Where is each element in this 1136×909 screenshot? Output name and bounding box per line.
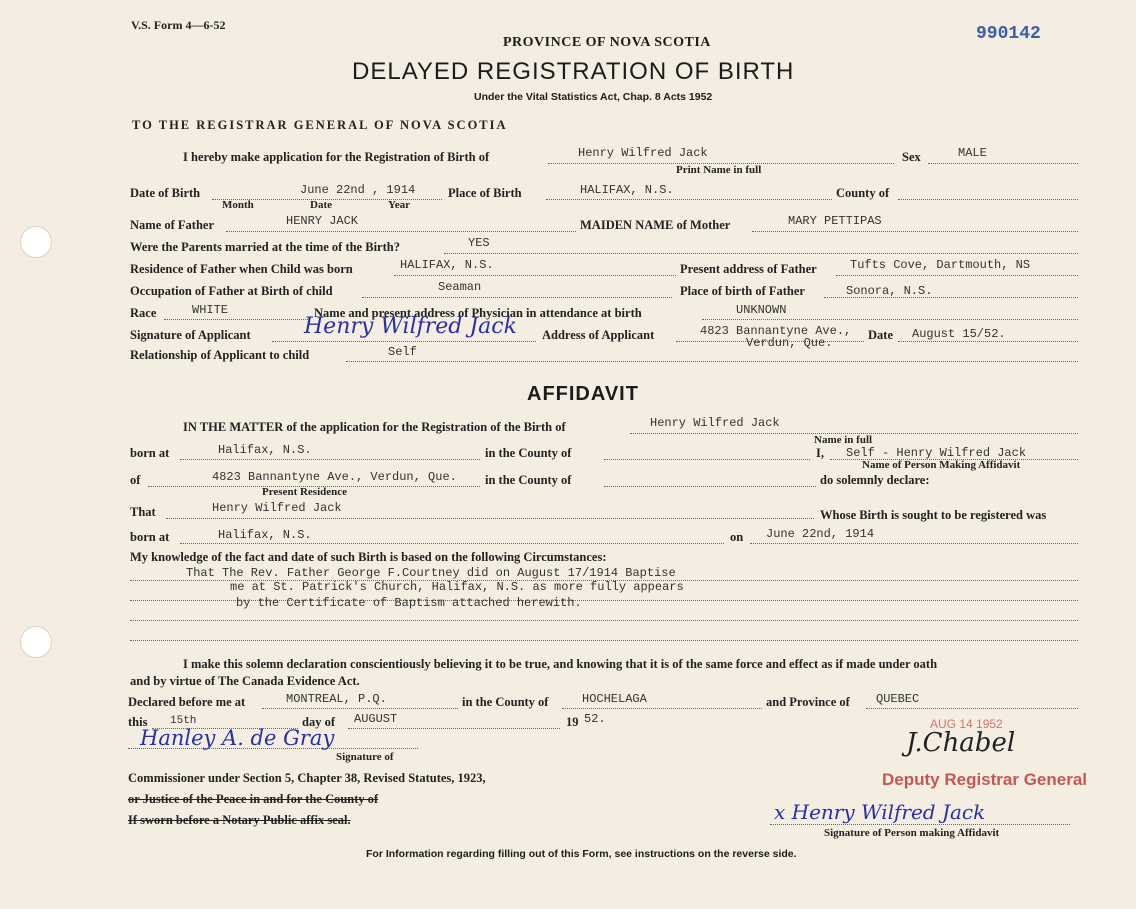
born-at2-label: born at — [130, 530, 170, 544]
circumstance-line-2: me at St. Patrick's Church, Halifax, N.S. as more fully appears — [230, 580, 684, 594]
applicant-signature-label: Signature of Applicant — [130, 328, 251, 342]
affidavit-county-label: in the County of — [485, 446, 572, 460]
print-name-label: Print Name in full — [676, 164, 762, 176]
date-sub-label: Date — [310, 199, 332, 211]
circumstance-line-3: by the Certificate of Baptism attached herewith. — [236, 596, 582, 610]
father-value: HENRY JACK — [286, 214, 359, 228]
born-at-label: born at — [130, 446, 170, 460]
knowledge-label: My knowledge of the fact and date of such Birth is based on the following Circumstances: — [130, 550, 607, 564]
county3-label: in the County of — [462, 695, 549, 709]
declared-at-label: Declared before me at — [128, 695, 246, 709]
name-in-full-label: Name in full — [814, 434, 873, 446]
deputy-signature: J.Chabel — [906, 728, 1016, 758]
married-value: YES — [468, 236, 490, 250]
whose-birth-label: Whose Birth is sought to be registered was — [820, 508, 1047, 522]
application-intro-label: I hereby make application for the Registration of Birth of — [183, 150, 490, 164]
sex-value: MALE — [958, 146, 987, 160]
this-label: this — [128, 715, 148, 729]
dob-label: Date of Birth — [130, 186, 201, 200]
application-date-label: Date — [868, 328, 893, 342]
pob-value: HALIFAX, N.S. — [580, 183, 674, 197]
month-value: AUGUST — [354, 712, 398, 726]
form-number: V.S. Form 4—6-52 — [131, 18, 226, 32]
mother-value: MARY PETTIPAS — [788, 214, 882, 228]
dob-value: June 22nd , 1914 — [300, 183, 416, 197]
registration-number: 990142 — [976, 24, 1041, 44]
signature-of-label: Signature of — [336, 751, 394, 763]
mother-label: MAIDEN NAME of Mother — [580, 218, 731, 232]
declared-at-value: MONTREAL, P.Q. — [286, 692, 387, 706]
commissioner-signature: Hanley A. de Gray — [140, 726, 335, 750]
occupation-value: Seaman — [438, 280, 482, 294]
deponent-value: Self - Henry Wilfred Jack — [846, 446, 1027, 460]
applicant-address-label: Address of Applicant — [542, 328, 655, 342]
month-label: Month — [222, 199, 254, 211]
married-label: Were the Parents married at the time of the Birth? — [130, 240, 400, 254]
on-date-value: June 22nd, 1914 — [766, 527, 875, 541]
province-label: and Province of — [766, 695, 850, 709]
physician-label: Name and present address of Physician in attendance at birth — [314, 306, 642, 320]
matter-name-value: Henry Wilfred Jack — [650, 416, 780, 430]
born-at-value: Halifax, N.S. — [218, 443, 312, 457]
i-label: I, — [816, 446, 824, 460]
that-label: That — [130, 505, 156, 519]
deponent-signature: x Henry Wilfred Jack — [774, 800, 986, 824]
deputy-registrar-stamp: Deputy Registrar General — [882, 770, 1088, 789]
deponent-signature-label: Signature of Person making Affidavit — [824, 827, 1000, 839]
province-value: QUEBEC — [876, 692, 920, 706]
footer-instructions: For Information regarding filling out of this Form, see instructions on the reverse side. — [366, 848, 797, 860]
day-value: 15th — [170, 715, 197, 727]
father-residence-value: HALIFAX, N.S. — [400, 258, 494, 272]
born-at2-value: Halifax, N.S. — [218, 528, 312, 542]
application-date-value: August 15/52. — [912, 327, 1006, 341]
applicant-address-line2: Verdun, Que. — [746, 336, 833, 350]
that-name-value: Henry Wilfred Jack — [212, 501, 342, 515]
addressee: TO THE REGISTRAR GENERAL OF NOVA SCOTIA — [132, 118, 508, 132]
of-value: 4823 Bannantyne Ave., Verdun, Que. — [212, 470, 457, 484]
notary-line: If sworn before a Notary Public affix seal. — [128, 813, 351, 827]
year-value: 52. — [584, 712, 606, 726]
applicant-signature: Henry Wilfred Jack — [304, 314, 517, 339]
year-label: Year — [388, 199, 410, 211]
occupation-label: Occupation of Father at Birth of child — [130, 284, 333, 298]
day-of-label: day of — [302, 715, 335, 729]
justice-line: or Justice of the Peace in and for the County of — [128, 792, 379, 806]
declaration-line-1: I make this solemn declaration conscientiously believing it to be true, and knowing that it is of the same force and effect as if made under oath — [183, 657, 938, 671]
matter-label: IN THE MATTER of the application for the Registration of the Birth of — [183, 420, 566, 434]
punch-hole-top — [20, 226, 52, 258]
on-label: on — [730, 530, 744, 544]
present-residence-label: Present Residence — [262, 486, 348, 498]
child-name-value: Henry Wilfred Jack — [578, 146, 708, 160]
applicant-address-line1: 4823 Bannantyne Ave., — [700, 324, 852, 338]
sex-label: Sex — [902, 150, 921, 164]
relationship-value: Self — [388, 345, 417, 359]
county3-value: HOCHELAGA — [582, 692, 647, 706]
province-heading: PROVINCE OF NOVA SCOTIA — [503, 35, 711, 50]
form-title: DELAYED REGISTRATION OF BIRTH — [352, 58, 795, 85]
relationship-label: Relationship of Applicant to child — [130, 348, 310, 362]
race-value: WHITE — [192, 303, 229, 317]
race-label: Race — [130, 306, 157, 320]
commissioner-line: Commissioner under Section 5, Chapter 38, Revised Statutes, 1923, — [128, 771, 486, 785]
father-pob-value: Sonora, N.S. — [846, 284, 933, 298]
deponent-label: Name of Person Making Affidavit — [862, 459, 1021, 471]
received-date-stamp: AUG 14 1952 — [930, 717, 1003, 731]
father-label: Name of Father — [130, 218, 214, 232]
declaration-line-2: and by virtue of The Canada Evidence Act. — [130, 674, 360, 688]
pob-label: Place of Birth — [448, 186, 522, 200]
declare-label: do solemnly declare: — [820, 473, 930, 487]
of-label: of — [130, 473, 141, 487]
affidavit-county2-label: in the County of — [485, 473, 572, 487]
physician-value: UNKNOWN — [736, 303, 787, 317]
affidavit-heading: AFFIDAVIT — [527, 383, 639, 405]
circumstance-line-1: That The Rev. Father George F.Courtney did on August 17/1914 Baptise — [186, 566, 676, 580]
present-address-value: Tufts Cove, Dartmouth, NS — [850, 258, 1031, 272]
year-prefix: 19 — [566, 715, 579, 729]
act-reference: Under the Vital Statistics Act, Chap. 8 Acts 1952 — [474, 91, 713, 103]
present-address-label: Present address of Father — [680, 262, 817, 276]
county-label: County of — [836, 186, 890, 200]
father-residence-label: Residence of Father when Child was born — [130, 262, 353, 276]
punch-hole-bottom — [20, 626, 52, 658]
father-pob-label: Place of birth of Father — [680, 284, 805, 298]
